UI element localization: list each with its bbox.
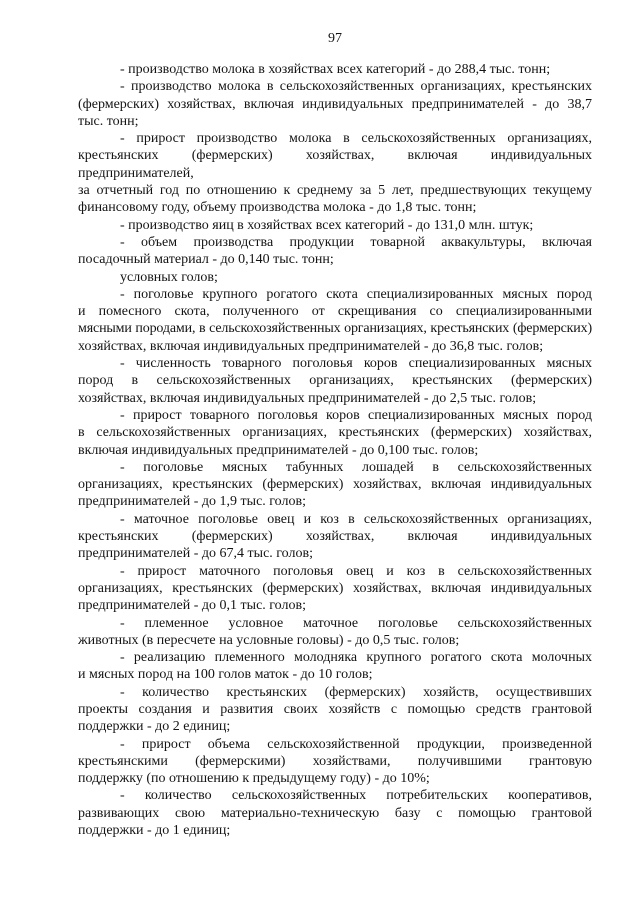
- text-line: - поголовье крупного рогатого скота специализированных мясных пород: [120, 286, 592, 302]
- text-line: крестьянских (фермерских) хозяйствах, включая индивидуальных: [78, 529, 592, 545]
- text-line: - производство яиц в хозяйствах всех категорий - до 131,0 млн. штук;: [120, 217, 534, 233]
- text-line: организациях, крестьянских (фермерских) хозяйствах, включая индивидуальных: [78, 477, 592, 493]
- paragraph: [78, 269, 592, 286]
- text-line: - прирост объема сельскохозяйственной продукции, произведенной: [120, 736, 592, 752]
- paragraph: [78, 407, 592, 459]
- text-line: финансовому году, объему производства молока - до 1,8 тыс. тонн;: [78, 200, 477, 216]
- text-line: - реализацию племенного молодняка крупного рогатого скота молочных: [120, 650, 592, 666]
- paragraph: [78, 563, 592, 615]
- text-line: посадочный материал - до 0,140 тыс. тонн;: [78, 252, 334, 268]
- text-line: животных (в пересчете на условные головы) - до 0,5 тыс. голов;: [78, 632, 460, 648]
- text-line: и помесного скота, полученного от скрещивания со специализированными: [78, 304, 592, 320]
- paragraph: [78, 78, 592, 130]
- text-line: организациях, крестьянских (фермерских) хозяйствах, включая индивидуальных: [78, 580, 592, 596]
- text-line: тыс. тонн;: [78, 113, 139, 129]
- text-line: поддержки - до 2 единиц;: [78, 719, 231, 735]
- text-line: - поголовье мясных табунных лошадей в сельскохозяйственных: [120, 459, 592, 475]
- text-line: - объем производства продукции товарной аквакультуры, включая: [120, 234, 592, 250]
- text-line: - количество сельскохозяйственных потребительских кооперативов,: [120, 788, 592, 804]
- text-line: в сельскохозяйственных организациях, крестьянских (фермерских) хозяйствах,: [78, 425, 592, 441]
- text-line: хозяйствах, включая индивидуальных предпринимателей - до 36,8 тыс. голов;: [78, 338, 544, 354]
- text-line: - прирост товарного поголовья коров специализированных мясных пород: [120, 407, 592, 423]
- paragraph: [78, 217, 592, 234]
- text-line: крестьянских (фермерских) хозяйствах, включая индивидуальных предпринимателей,: [78, 148, 592, 181]
- paragraph: [78, 736, 592, 788]
- text-line: - прирост маточного поголовья овец и коз в сельскохозяйственных: [120, 563, 592, 579]
- text-line: - количество крестьянских (фермерских) хозяйств, осуществивших: [120, 684, 592, 700]
- text-line: - маточное поголовье овец и коз в сельскохозяйственных организациях,: [120, 511, 592, 527]
- text-line: проекты создания и развития своих хозяйств с помощью средств грантовой: [78, 701, 592, 717]
- paragraph: [78, 649, 592, 684]
- text-line: предпринимателей - до 67,4 тыс. голов;: [78, 546, 313, 562]
- text-line: - производство молока в хозяйствах всех категорий - до 288,4 тыс. тонн;: [120, 62, 551, 77]
- text-line: хозяйствах, включая индивидуальных предпринимателей - до 2,5 тыс. голов;: [78, 390, 537, 406]
- page-number: 97: [328, 31, 342, 46]
- text-line: поддержки - до 1 единиц;: [78, 823, 231, 839]
- text-line: - производство молока в сельскохозяйственных организациях, крестьянских: [120, 79, 592, 95]
- text-line: включая индивидуальных предпринимателей - до 0,100 тыс. голов;: [78, 442, 479, 458]
- text-line: (фермерских) хозяйствах, включая индивидуальных предпринимателей - до 38,7: [78, 96, 592, 112]
- paragraph: [78, 511, 592, 563]
- text-line: - племенное условное маточное поголовье сельскохозяйственных: [120, 615, 592, 631]
- text-line: - прирост производство молока в сельскохозяйственных организациях,: [120, 131, 592, 147]
- paragraph: [78, 355, 592, 407]
- text-line: мясными породами, в сельскохозяйственных организациях, крестьянских (фермерских): [78, 321, 592, 337]
- text-line: и мясных пород на 100 голов маток - до 10 голов;: [78, 667, 373, 683]
- text-line: поддержку (по отношению к предыдущему году) - до 10%;: [78, 771, 430, 787]
- text-line: - численность товарного поголовья коров специализированных мясных: [120, 356, 592, 372]
- paragraph: [78, 615, 592, 650]
- paragraph: [78, 130, 592, 216]
- paragraph: [78, 286, 592, 355]
- text-line: за отчетный год по отношению к среднему за 5 лет, предшествующих текущему: [78, 183, 592, 199]
- text-line: предпринимателей - до 0,1 тыс. голов;: [78, 598, 306, 614]
- paragraph: [78, 459, 592, 511]
- text-line: развивающих свою материально-техническую базу с помощью грантовой: [78, 805, 592, 821]
- paragraph: [78, 61, 592, 78]
- text-line: предпринимателей - до 1,9 тыс. голов;: [78, 494, 306, 510]
- paragraph: [78, 787, 592, 839]
- paragraph: [78, 684, 592, 736]
- text-line: условных голов;: [120, 269, 218, 285]
- text-line: пород в сельскохозяйственных организациях, крестьянских (фермерских): [78, 373, 592, 389]
- text-line: крестьянскими (фермерскими) хозяйствами, получившими грантовую: [78, 753, 592, 769]
- text-body: [78, 61, 592, 839]
- paragraph: [78, 234, 592, 269]
